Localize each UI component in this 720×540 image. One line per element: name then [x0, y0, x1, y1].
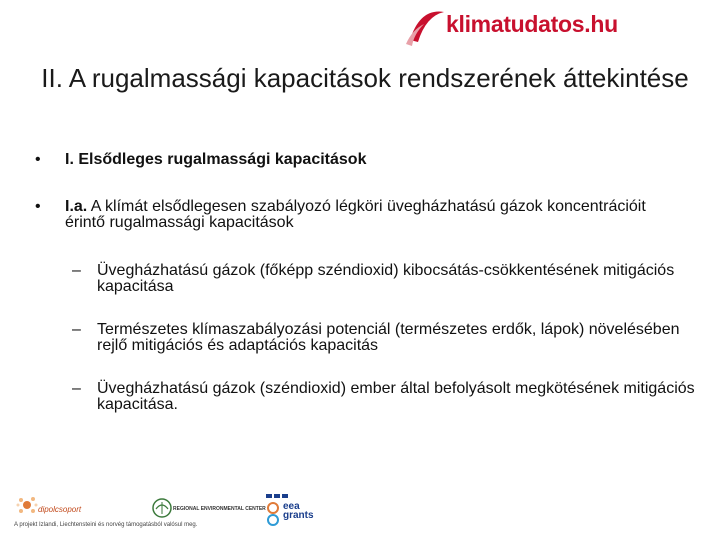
sub-item-1: Üvegházhatású gázok (főképp széndioxid) kibocsátás-csökkentésének mitigációs kapacitása — [97, 262, 675, 295]
logo-text: klimatudatos.hu — [446, 11, 618, 37]
eea-grants-logo-text — [283, 502, 314, 520]
bullet-item-2-text: A klímát elsődlegesen szabályozó légköri üvegházhatású gázok koncentrációit érintő rugalmassági kapacitások — [65, 198, 646, 231]
sub-bullet-marker: – — [72, 262, 81, 279]
bullet-item-1-heading: I. Elsődleges rugalmassági kapacitások — [65, 151, 367, 168]
slide-title: II. A rugalmassági kapacitások rendszerének áttekintése — [41, 63, 689, 93]
klimatudatos-logo — [400, 0, 720, 52]
sub-bullet-marker: – — [72, 380, 81, 397]
rec-logo-text: REGIONAL ENVIRONMENTAL CENTER — [173, 506, 266, 512]
grants-text: grants — [283, 510, 314, 521]
bullet-item-2-heading: I.a. — [65, 198, 88, 215]
bullet-item-2 — [65, 199, 685, 231]
bullet-marker: • — [35, 198, 41, 215]
dipol-logo-text: dipolcsoport — [38, 505, 82, 514]
bullet-item-1 — [65, 152, 685, 168]
bullet-marker: • — [35, 151, 41, 168]
sub-item-2: Természetes klímaszabályozási potenciál (természetes erdők, lápok) növelésében rejlő mitigációs és adaptációs kapacitás — [97, 321, 680, 354]
sub-item-3: Üvegházhatású gázok (széndioxid) ember által befolyásolt megkötésének mitigációs kapacitása. — [97, 380, 695, 413]
footer-credit: A projekt Izlandi, Liechtensteini és norvég támogatásból valósul meg. — [14, 522, 198, 528]
eea-text: eea — [283, 501, 300, 512]
globe-swoosh-icon — [400, 0, 450, 52]
sub-bullet-marker: – — [72, 321, 81, 338]
